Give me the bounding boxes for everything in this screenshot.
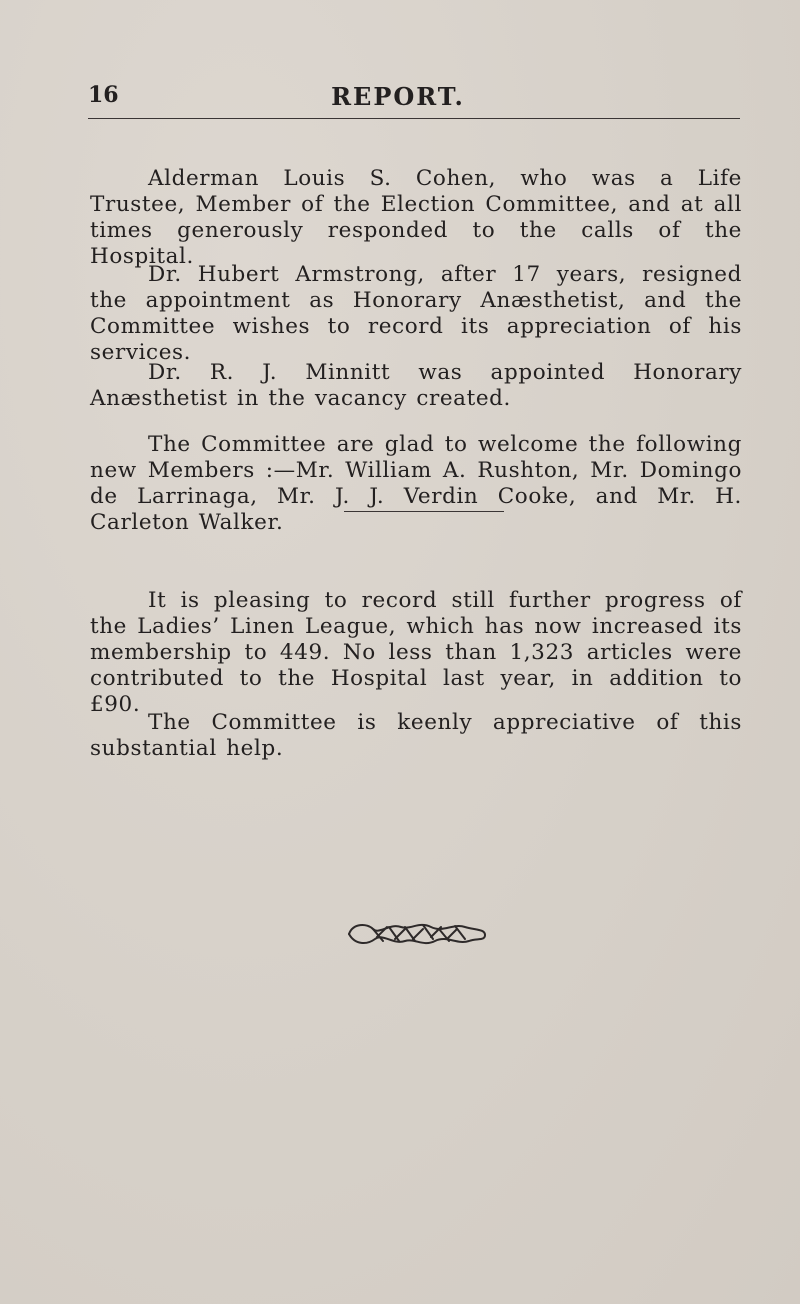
ornament-icon [343,917,491,951]
paragraph-appreciation: The Committee is keenly appreciative of this substantial help. [90,709,742,761]
paragraph-armstrong: Dr. Hubert Armstrong, after 17 years, resigned the appointment as Honorary Anæsthetist, and the Committee wishes to record its appreciation of his services. [90,261,742,365]
header-rule [88,118,740,119]
paragraph-cohen: Alderman Louis S. Cohen, who was a Life Trustee, Member of the Election Committee, and at all times generously responded to the calls of the Hospital. [90,165,742,269]
paragraph-new-members: The Committee are glad to welcome the following new Members :—Mr. William A. Rushton, Mr. Domingo de Larrinaga, Mr. J. J. Verdin Cooke, and Mr. H. Carleton Walker. [90,431,742,535]
paragraph-minnitt: Dr. R. J. Minnitt was appointed Honorary Anæsthetist in the vacancy created. [90,359,742,411]
section-divider [344,511,504,512]
paragraph-linen-league: It is pleasing to record still further progress of the Ladies’ Linen League, which has now increased its membership to 449. No less than 1,323 articles were contributed to the Hospital last year, in addition to £90. [90,587,742,717]
page-number: 16 [88,82,119,108]
page-header [88,82,708,114]
running-head: REPORT. [331,82,465,111]
